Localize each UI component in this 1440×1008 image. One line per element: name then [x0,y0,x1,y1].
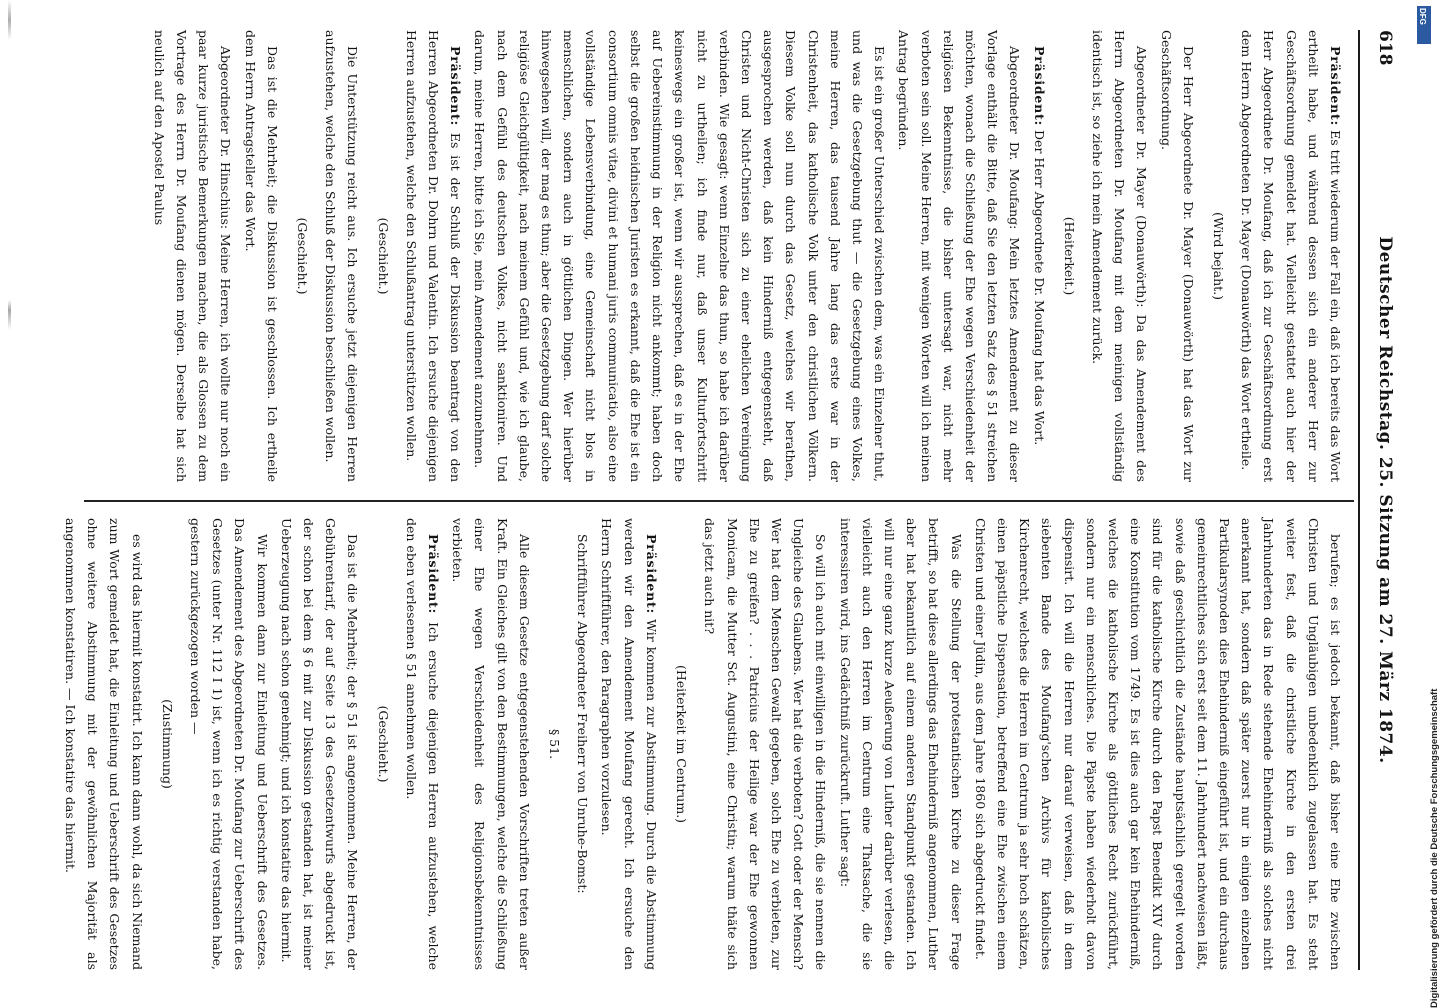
paragraph [1086,30,1153,482]
paragraph [238,30,282,482]
page-header [1368,30,1396,970]
paragraph-text: So will ich auch mit einwilligen in die Hinderniß, die sie nennen die Ungleiche des Glaubens. Wer hat die verboten? Gott oder der Mensch? Wer hat dem Menschen Gewalt gegeben, solch Ehe zu verbieten, zur Ehe zu greifen? . . . Patricius der Heilige war der Ehe gewonnen Monicam, die Mutter Sct. Augustini, eine Christin; warum thäte sich das jetzt auch nit? [702,518,829,970]
page-title: Deutscher Reichstag. 25. Sitzung am 27. März 1874. [1375,236,1395,764]
speaker-label: Präsident: [1328,46,1343,127]
paragraph [595,518,662,970]
paragraph-text: Abgeordneter Dr. Moufang: Mein letztes Amendement zu dieser Vorlage enthält die Bitte, daß Sie den letzten Satz des § 51 streichen möchten, wonach die Schließung der Ehe wegen Verschiedenheit der religiösen Bekenntnisse, die bisher untersagt war, nicht mehr verboten sein soll. Meine Herren, mit wenigen Worten will ich meinen Antrag begründen. [896,30,1023,482]
column-divider [84,500,1354,502]
stage-direction: (Heiterkeit.) [1061,216,1077,296]
paragraph-text: Was die Stellung der protestantischen Kirche zu dieser Frage betrifft, so hat diese allerdings das Ehehinderniß angenommen, Luther aber hat bekanntlich auf einem anderen Standpunkt gestanden. Ich will nur eine ganz kurze Aeußerung von Luther darüber verlesen, die vielleicht auch den Herren im Centrum eine Thatsache, die sie interessiren wird, ins Gedächtniß zurückruft. Luther sagt: [837,518,964,970]
speaker-label: Präsident: [643,534,659,615]
left-column [84,30,1346,482]
right-column [63,518,1346,970]
paragraph [275,518,364,970]
paragraph-text: Das ist die Mehrheit; der § 51 ist angenommen. Meine Herren, der Gebührentarif, der auf Seite 13 des Gesetzentwurfs abgedruckt ist, der schon bei dem § 6 mit zur Diskussion gestanden hat, ist meiner Ueberzeugung nach schon genehmigt; und ich konstatire das hiermit. [278,518,361,970]
paragraph [698,518,831,970]
stage-direction: (Wird bejaht.) [1210,211,1226,301]
paragraph [319,30,363,482]
credit-text: Digitalisierung gefördert durch die Deutsche Forschungsgemeinschaft [1429,688,1440,1008]
paragraph [1027,30,1049,482]
paragraph [833,518,966,970]
rotated-page [63,30,1404,970]
stage-direction: (Geschieht.) [375,705,391,783]
paragraph [184,518,273,970]
paragraph [59,518,148,970]
paragraph [969,518,1346,970]
paragraph-text: es wird das hiermit konstatirt. Ich kann dann wohl, da sich Niemand zum Wort gemeldet hat, die Einleitung und Ueberschrift des Gesetzes ohne weitere Abstimmung mit der gewöhnlichen Majorität als angenommen konstatiren. — Ich konstatire das hiermit. [63,518,145,970]
scan-binding-mark [8,0,11,1000]
paragraph-text: Wir kommen dann zur Einleitung und Ueberschrift des Gesetzes. Das Amendement des Abgeordneten Dr. Moufang zur Ueberschrift des Gesetzes (unter Nr. 112 I 1) ist, wenn ich es richtig verstanden habe, gestern zurückgezogen worden — [188,518,270,970]
paragraph-text: Die Unterstützung reicht aus. Ich ersuche jetzt diejenigen Herren aufzustehen, welche den Schluß der Diskussion beschließen wollen. [323,30,361,482]
speaker-label: Präsident: [1031,46,1047,127]
paragraph [892,30,1025,482]
paragraph [1154,30,1198,482]
paragraph-text: Ich ersuche diejenigen Herren aufzustehen, welche den eben verlesenen § 51 annehmen wollen. [403,518,442,970]
paragraph [148,30,237,482]
paragraph [400,30,467,482]
paragraph-text: berufen; es ist jedoch bekannt, daß bisher eine Ehe zwischen Christen und Ungläubigen unbedenklich zugelassen hat. Es steht weiter fest, daß die christliche Kirche in den ersten drei Jahrhunderten das in Rede stehende Ehehinderniß als solches nicht anerkannt hat, sondern daß später zuerst nur in einigen einzelnen Partikularsynoden dies Ehehinderniß eingeführt ist, und ein durchaus gemeinrechtliches sich erst seit dem 11. Jahrhundert nachweisen läßt, sowie daß geschichtlich die Zustände hauptsächlich geregelt worden sind für die katholische Kirche durch den Papst Benedikt XIV durch eine Konstitution vom 1749. Es ist dies auch gar kein Ehehinderniß, welches die katholische Kirche als göttliches Recht zurückführt, sondern nur ein menschliches. Die Päpste haben wiederholt davon dispensirt. Ich will die Herren nur darauf verweisen, daß in dem siebenten Bande des Moufang'schen Archivs für katholisches Kirchenrecht, welches die Herren im Centrum ja sehr hoch schätzen, einen päpstliche Dispensation, betreffend eine Ehe zwischen einem Christen und einer Jüdin, aus dem Jahre 1860 sich abgedruckt findet. [972,518,1343,970]
paragraph-text: Es ist der Schluß der Diskussion beantragt von den Herren Abgeordneten Dr. Dohrn und Valentin. Ich ersuche diejenigen Herren aufzustehen, welche den Schlußantrag unterstützen wollen. [403,30,464,482]
paragraph [571,518,593,970]
paragraph-text: Alle diesem Gesetze entgegenstehenden Vorschriften treten außer Kraft. Ein Gleiches gilt von den Bestimmungen, welche die Schließung einer Ehe wegen Verschiedenheit des Religionsbekenntnisses verbieten. [450,518,532,970]
paragraph-text: Schriftführer Abgeordneter Freiherr von Unruhe-Bomst: [575,534,591,894]
paragraph [1235,30,1346,482]
paragraph-text: Es tritt wiederum der Fall ein, daß ich bereits das Wort ertheilt habe, und während dessen sich ein anderer Herr zur Geschäftsordnung gemeldet hat. Vielleicht gestattet auch hier der Herr Abgeordnete Dr. Moufang, daß ich zur Geschäftsordnung erst dem Herrn Abgeordneten Dr. Mayer (Donauwörth) das Wort ertheile. [1239,30,1343,482]
dfg-logo-text: DFG [1418,8,1427,25]
header-rule [1358,30,1360,970]
digitization-credit [1418,8,1440,1008]
paragraph-text: Der Herr Abgeordnete Dr. Mayer (Donauwörth) hat das Wort zur Geschäftsordnung. [1158,30,1196,482]
stage-direction: (Zustimmung) [159,699,175,789]
page-number: 618 [1375,30,1395,66]
speaker-label: Präsident: [426,534,442,615]
speaker-label: Präsident: [448,46,464,127]
paragraph-text: Es ist ein großer Unterschied zwischen dem, was ein Einzelner thut, und was die Gesetzgebung thut — die Gesetzgebung eines Volkes, meine Herren, das tausend Jahre lang das erste war in der Christenheit, das katholische Volk unter den christlichen Völkern. Diesem Volke soll nun durch das Gesetz, welches wir berathen, ausgesprochen werden, daß kein Hinderniß entgegensteht, daß Christen und Nicht-Christen sich zu einer ehelichen Vereinigung verbinden. Wie gesagt: wenn Einzelne das thun, so habe ich darüber nicht zu urtheilen; ich finde nur, daß unser Kulturfortschritt keineswegs ein großer ist, wenn wir aussprechen, daß es in der Ehe auf Uebereinstimmung in der Religion nicht ankommt; haben doch selbst die großen heidnischen Juristen es erkannt, daß die Ehe ist ein consortium omnis vitae, divini et humani juris communicatio, also eine vollständige Lebensverbindung, eine Gemeinschaft nicht blos in menschlichen, sondern auch in göttlichen Dingen. Wer hierüber hinwegsehen will, der mag es thun; aber die Gesetzgebung darf solche religiöse Gleichgültigkeit, nach meinem Gefühl und, wie ich glaube, nach dem Gefühl des deutschen Volkes, nicht sanktioniren. Und darum, meine Herren, bitte ich Sie, mein Amendement anzunehmen. [472,30,888,482]
stage-direction: (Heiterkeit im Centrum.) [674,664,690,824]
paragraph [468,30,890,482]
paragraph-text: Abgeordneter Dr. Hinschius: Meine Herren, ich wollte nur noch ein paar kurze juristische Bemerkungen machen, die als Glossen zu dem Vortrage des Herrn Dr. Moufang dienen mögen. Derselbe hat sich neulich auf den Apostel Paulus [151,30,234,482]
stage-direction: § 51. [547,728,563,760]
paragraph-text: Wir kommen zur Abstimmung. Durch die Abstimmung werden wir den Amendement Moufang gerecht. Ich ersuche den Herrn Schriftführer, den Paragraphen vorzulesen. [599,518,659,970]
paragraph [446,518,535,970]
stage-direction: (Geschieht.) [295,217,311,295]
paragraph-text: Das ist die Mehrheit; die Diskussion ist geschlossen. Ich ertheile dem Herrn Antragsteller das Wort. [242,30,280,482]
paragraph [400,518,444,970]
paragraph-text: Abgeordneter Dr. Mayer (Donauwörth): Da das Amendement des Herrn Abgeordneten Dr. Moufang mit dem meinigen vollständig identisch ist, so ziehe ich mein Amendement zurück. [1089,30,1150,482]
stage-direction: (Geschieht.) [375,217,391,295]
paragraph-text: Der Herr Abgeordnete Dr. Moufang hat das Wort. [1031,130,1047,446]
